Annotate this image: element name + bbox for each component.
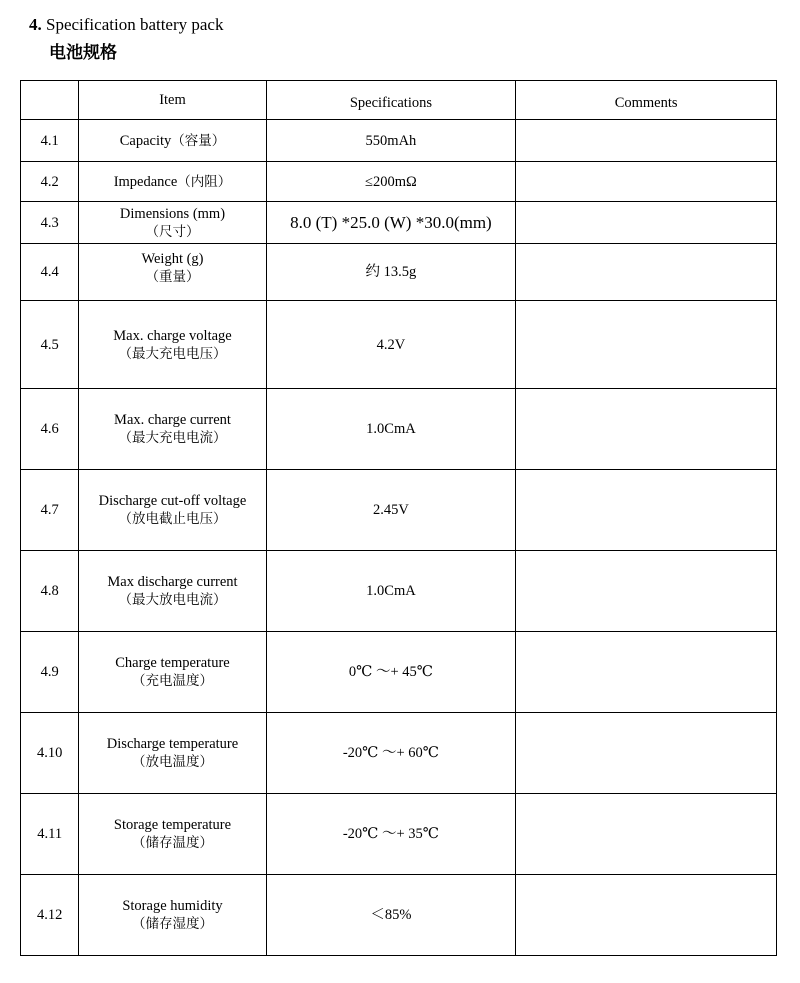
table-row [21, 120, 777, 162]
row-number: 4.8 [21, 551, 79, 632]
row-number: 4.6 [21, 389, 79, 470]
row-item-en: Max. charge voltage [113, 327, 232, 344]
table-row [21, 794, 777, 875]
row-item-en: Charge temperature [115, 655, 230, 671]
row-spec: 8.0 (T) *25.0 (W) *30.0(mm) [266, 202, 516, 244]
row-number: 4.7 [21, 470, 79, 551]
row-spec: 1.0CmA [266, 389, 516, 470]
section-heading [29, 14, 223, 36]
header-no [21, 81, 79, 120]
row-item [79, 551, 266, 632]
row-spec: 0℃ ～+ 45℃ [266, 632, 516, 713]
row-number: 4.9 [21, 632, 79, 713]
row-item [79, 632, 266, 713]
header-item: Item [79, 81, 266, 120]
row-item-zh: （放电温度） [131, 754, 213, 770]
row-item-en: Max discharge current [107, 574, 238, 590]
row-item [79, 875, 266, 956]
table-row [21, 632, 777, 713]
row-item [79, 301, 266, 389]
row-item-en: Storage temperature [113, 817, 232, 833]
row-comments [516, 875, 777, 956]
row-item-en: Capacity [119, 132, 172, 149]
row-item-zh: （充电温度） [131, 673, 213, 689]
row-spec: ＜85% [266, 875, 516, 956]
spec-table [20, 80, 777, 956]
row-item [79, 162, 266, 202]
row-spec: ≤200mΩ [266, 162, 516, 202]
row-item-zh: （储存湿度） [131, 916, 213, 932]
row-comments [516, 551, 777, 632]
row-number: 4.12 [21, 875, 79, 956]
table-header-row [21, 81, 777, 120]
row-number: 4.2 [21, 162, 79, 202]
row-item [79, 470, 266, 551]
row-item-en: Discharge temperature [106, 736, 239, 752]
row-number: 4.3 [21, 202, 79, 244]
section-number: 4. [29, 15, 42, 34]
row-item-zh: （最大充电电压） [118, 345, 227, 362]
row-item-zh: （最大放电电流） [118, 592, 227, 608]
row-comments [516, 794, 777, 875]
row-number: 4.11 [21, 794, 79, 875]
row-spec: 550mAh [266, 120, 516, 162]
row-item-zh: （内阻） [177, 173, 232, 190]
row-item-en: Impedance [113, 173, 178, 190]
row-item-zh: （容量） [171, 132, 226, 149]
row-spec: 4.2V [266, 301, 516, 389]
row-item [79, 202, 266, 244]
table-row [21, 162, 777, 202]
row-item-en: Discharge cut-off voltage [98, 493, 247, 509]
row-number: 4.10 [21, 713, 79, 794]
table-row [21, 389, 777, 470]
row-item-zh: （放电截止电压） [118, 511, 227, 527]
row-item [79, 389, 266, 470]
row-comments [516, 301, 777, 389]
table-row [21, 470, 777, 551]
row-comments [516, 202, 777, 244]
section-title-zh: 电池规格 [49, 43, 117, 63]
table-row [21, 551, 777, 632]
row-item-zh: （最大充电电流） [118, 430, 227, 446]
row-item [79, 794, 266, 875]
row-spec: 1.0CmA [266, 551, 516, 632]
row-comments [516, 632, 777, 713]
row-comments [516, 244, 777, 301]
table-row [21, 244, 777, 301]
row-item [79, 713, 266, 794]
row-item-en: Max. charge current [114, 412, 231, 428]
row-item-en: Dimensions (mm) [119, 205, 226, 222]
row-comments [516, 389, 777, 470]
header-comments: Comments [516, 81, 777, 120]
row-item [79, 244, 266, 301]
row-comments [516, 120, 777, 162]
row-spec: 2.45V [266, 470, 516, 551]
row-item-en: Weight (g) [141, 251, 204, 267]
table-row [21, 713, 777, 794]
header-spec: Specifications [266, 81, 516, 120]
row-item-zh: （储存温度） [131, 835, 213, 851]
row-item-zh: （尺寸） [145, 223, 200, 240]
section-title: Specification battery pack [46, 15, 224, 34]
row-spec: -20℃ ～+ 35℃ [266, 794, 516, 875]
table-row [21, 875, 777, 956]
row-comments [516, 713, 777, 794]
row-spec: 约 13.5g [266, 244, 516, 301]
table-row [21, 301, 777, 389]
row-spec: -20℃ ～+ 60℃ [266, 713, 516, 794]
row-item-en: Storage humidity [122, 898, 223, 914]
row-comments [516, 162, 777, 202]
row-comments [516, 470, 777, 551]
row-number: 4.5 [21, 301, 79, 389]
row-item-zh: （重量） [145, 269, 200, 285]
row-item [79, 120, 266, 162]
table-row [21, 202, 777, 244]
row-number: 4.4 [21, 244, 79, 301]
row-number: 4.1 [21, 120, 79, 162]
